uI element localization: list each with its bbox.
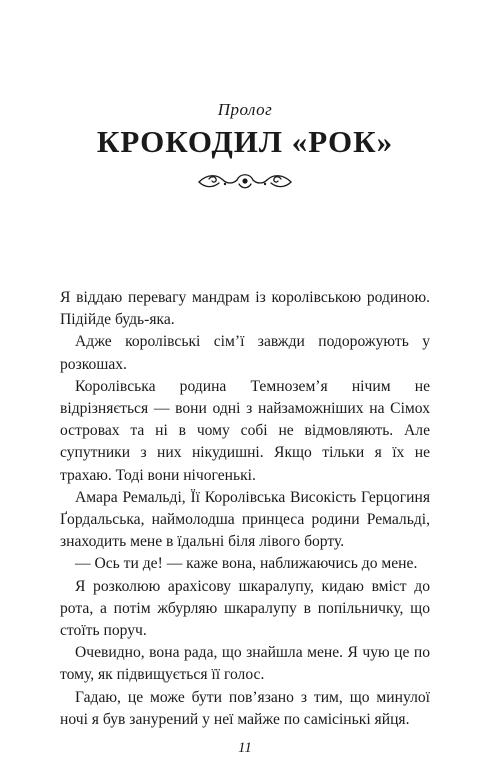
paragraph: Королівська родина Темнозем’я нічим не відрізняється — вони одні з найзаможніших на Сімох островах та ні в чому собі не відмовляють. Але супутники з них нікудишні. Якщо тільки я їх не трахаю. Тоді вони нічогенькі. (60, 377, 430, 484)
body-text (60, 287, 430, 731)
paragraph: Я віддаю перевагу мандрам із королівською родиною. Підійде будь-яка. (60, 289, 430, 329)
chapter-title: КРОКОДИЛ «РОК» (96, 124, 394, 159)
page-number: 11 (238, 740, 252, 756)
scroll-flourish-icon (195, 170, 295, 192)
paragraph: Очевидно, вона рада, що знайшла мене. Я чую це по тому, як підвищується її голос. (60, 644, 430, 684)
paragraph: Гадаю, це може бути пов’язано з тим, що минулої ночі я був занурений у неї майже по самісінькі яйця. (60, 688, 430, 728)
paragraph: Амара Ремальді, Її Королівська Високість Герцогиня Ґордальська, наймолодша принцеса родини Ремальді, знаходить мене в їдальні біля лівого борту. (60, 488, 430, 551)
paragraph: Адже королівські сім’ї завжди подорожують у розкошах. (60, 333, 430, 373)
paragraph: Я розколюю арахісову шкаралупу, кидаю вміст до рота, а потім жбурляю шкаралупу в попільничку, що стоїть поруч. (60, 577, 430, 640)
chapter-kicker: Пролог (217, 100, 273, 119)
paragraph: — Ось ти де! — каже вона, наближаючись до мене. (75, 555, 418, 573)
